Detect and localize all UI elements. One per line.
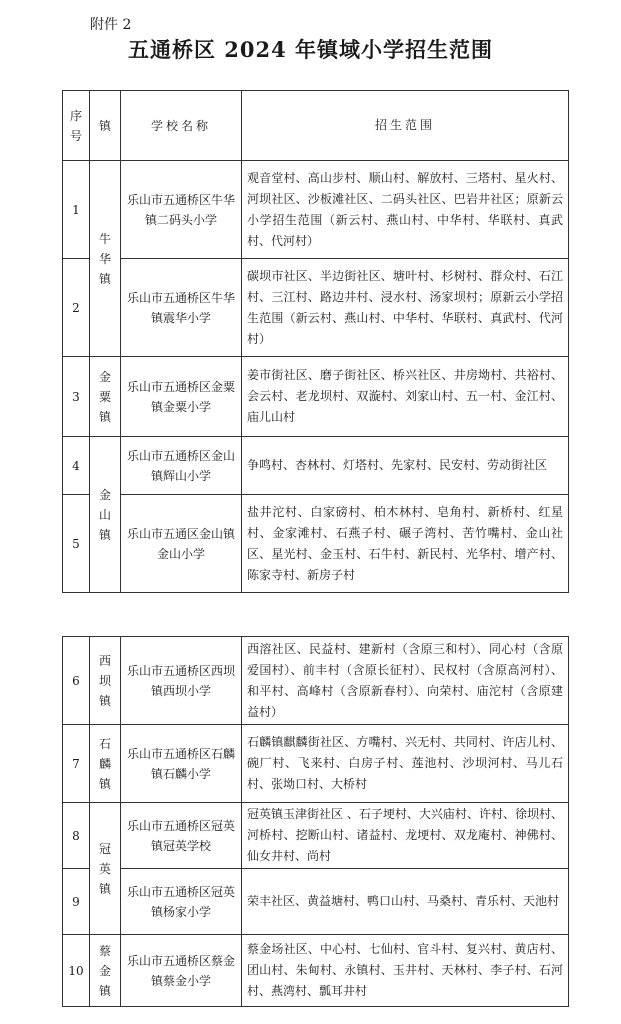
header-town-cell [90, 91, 121, 161]
table-row [63, 637, 569, 725]
scope-cell: 观音堂村、高山步村、顺山村、解放村、三塔村、星火村、河坝社区、沙板滩社区、二码头社区、巴岩井社区；原新云小学招生范围（新云村、燕山村、中华村、华联村、真武村、代河村） [242, 161, 569, 259]
school-cell [121, 637, 242, 725]
header-school: 学校名称 [150, 119, 211, 133]
header-school-cell [121, 91, 242, 161]
table-row [63, 437, 569, 495]
row-no: 10 [63, 935, 90, 1007]
header-town: 镇 [98, 119, 111, 133]
town-name: 西坝镇 [98, 653, 111, 708]
school-cell [121, 935, 242, 1007]
scope-cell: 盐井沱村、白家磅村、柏木林村、皂角村、新桥村、红星村、金家滩村、石燕子村、碾子湾村、苦竹嘴村、金山社区、星光村、金玉村、石牛村、新民村、光华村、增产村、陈家寺村、新房子村 [242, 495, 569, 593]
town-name: 金粟镇 [98, 369, 111, 424]
table-row [63, 869, 569, 935]
school-cell [121, 495, 242, 593]
town-name: 金山镇 [98, 487, 111, 542]
scope-cell: 西溶社区、民益村、建新村（含原三和村）、同心村（含原爱国村）、前丰村（含原长征村）、民权村（含原高河村）、和平村、高峰村（含原新春村）、向荣村、庙沱村（含原建益村） [242, 637, 569, 725]
town-cell [90, 725, 121, 803]
row-no: 5 [63, 495, 90, 593]
school-name: 乐山市五通桥区冠英镇冠英学校 [126, 818, 235, 853]
scope-cell: 碳坝市社区、半边街社区、塘叶村、杉树村、群众村、石江村、三江村、路边井村、浸水村、汤家坝村；原新云小学招生范围（新云村、燕山村、中华村、华联村、真武村、代河村） [242, 259, 569, 357]
row-no: 4 [63, 437, 90, 495]
enrollment-table-part-2 [62, 636, 569, 1007]
table-header-row [63, 91, 569, 161]
school-cell [121, 869, 242, 935]
school-name: 乐山市五通桥区西坝镇西坝小学 [126, 663, 235, 698]
school-cell [121, 803, 242, 869]
document-title: 五通桥区 2024 年镇域小学招生范围 [127, 37, 494, 62]
scope-cell: 荣丰社区、黄益塘村、鸭口山村、马桑村、青乐村、天池村 [242, 869, 569, 935]
school-cell [121, 437, 242, 495]
school-name: 乐山市五通桥区金粟镇金粟小学 [126, 379, 235, 414]
table-row [63, 161, 569, 259]
school-name: 乐山市五通桥区牛华镇二码头小学 [126, 192, 235, 227]
school-name: 乐山市五通桥区金山镇辉山小学 [126, 448, 235, 483]
town-name: 蔡金镇 [98, 943, 111, 998]
town-name: 石麟镇 [98, 736, 111, 791]
header-no: 序号 [69, 108, 82, 143]
school-name: 乐山市五通桥区牛华镇震华小学 [126, 290, 235, 325]
school-cell [121, 357, 242, 437]
school-cell [121, 161, 242, 259]
row-no: 6 [63, 637, 90, 725]
town-cell [90, 357, 121, 437]
scope-cell: 争鸣村、杏林村、灯塔村、先家村、民安村、劳动街社区 [242, 437, 569, 495]
school-cell [121, 259, 242, 357]
table-row [63, 495, 569, 593]
town-cell [90, 637, 121, 725]
table-row [63, 935, 569, 1007]
school-cell [121, 725, 242, 803]
school-name: 乐山市五通桥区蔡金镇蔡金小学 [126, 953, 235, 988]
header-no-cell [63, 91, 90, 161]
attachment-label: 附件 2 [90, 17, 132, 33]
town-name: 冠英镇 [98, 841, 111, 896]
school-name: 乐山市五通桥区冠英镇杨家小学 [126, 884, 235, 919]
town-cell [90, 803, 121, 935]
table-row [63, 357, 569, 437]
enrollment-table-part-1 [62, 90, 569, 593]
table-row [63, 259, 569, 357]
town-cell [90, 161, 121, 357]
row-no: 3 [63, 357, 90, 437]
header-scope: 招生范围 [374, 118, 435, 132]
table-row [63, 803, 569, 869]
row-no: 1 [63, 161, 90, 259]
scope-cell: 蔡金场社区、中心村、七仙村、官斗村、复兴村、黄店村、团山村、朱甸村、永镇村、玉井村、天林村、李子村、石河村、燕湾村、瓢耳井村 [242, 935, 569, 1007]
town-cell [90, 437, 121, 593]
school-name: 乐山市五通桥区石麟镇石麟小学 [126, 746, 235, 781]
school-name: 乐山市五通区金山镇金山小学 [126, 526, 235, 561]
town-cell [90, 935, 121, 1007]
row-no: 7 [63, 725, 90, 803]
scope-cell: 冠英镇玉津街社区 、石子埂村、大兴庙村、许村、徐坝村、河桥村、挖断山村、诸益村、龙埂村、双龙庵村、神佛村、仙女井村、尚村 [242, 803, 569, 869]
scope-cell: 姜市街社区、磨子街社区、桥兴社区、井房坳村、共裕村、会云村、老龙坝村、双漩村、刘家山村、五一村、金江村、庙儿山村 [242, 357, 569, 437]
scope-cell: 石麟镇麒麟街社区、方嘴村、兴无村、共同村、许店儿村、碗厂村、飞来村、白房子村、莲池村、沙坝河村、马儿石村、张坳口村、大桥村 [242, 725, 569, 803]
row-no: 9 [63, 869, 90, 935]
row-no: 8 [63, 803, 90, 869]
header-scope-cell [242, 91, 569, 161]
town-name: 牛华镇 [98, 231, 111, 286]
row-no: 2 [63, 259, 90, 357]
table-row [63, 725, 569, 803]
